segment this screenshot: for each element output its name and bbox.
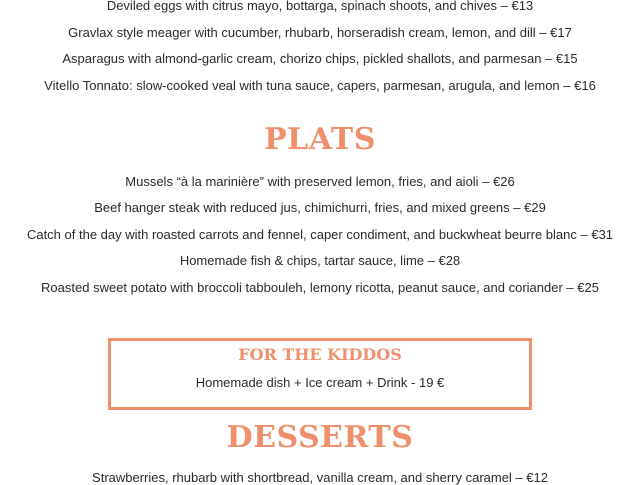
section-title-kiddos: FOR THE KIDDOS — [238, 345, 402, 364]
starter-item: Vitello Tonnato: slow-cooked veal with tuna sauce, capers, parmesan, arugula, and lemon – €16 — [44, 78, 596, 93]
kiddos-offer: Homemade dish + Ice cream + Drink - 19 € — [195, 375, 445, 390]
kiddos-box — [108, 338, 532, 410]
starter-item: Asparagus with almond-garlic cream, chorizo chips, pickled shallots, and parmesan – €15 — [62, 51, 578, 66]
starter-item: Deviled eggs with citrus mayo, bottarga, spinach shoots, and chives – €13 — [106, 0, 534, 13]
plat-item: Homemade fish & chips, tartar sauce, lime – €28 — [179, 253, 461, 268]
plat-item: Roasted sweet potato with broccoli tabbouleh, lemony ricotta, peanut sauce, and coriander – €25 — [41, 280, 599, 295]
section-title-desserts: DESSERTS — [226, 420, 414, 455]
plat-item: Catch of the day with roasted carrots and fennel, caper condiment, and buckwheat beurre blanc – €31 — [26, 227, 614, 242]
plat-item: Beef hanger steak with reduced jus, chimichurri, fries, and mixed greens – €29 — [94, 200, 546, 215]
plat-item: Mussels “à la marinière” with preserved lemon, fries, and aioli – €26 — [125, 174, 515, 189]
starter-item: Gravlax style meager with cucumber, rhubarb, horseradish cream, lemon, and dill – €17 — [68, 25, 572, 40]
section-title-plats: PLATS — [264, 122, 376, 157]
dessert-item: Strawberries, rhubarb with shortbread, vanilla cream, and sherry caramel – €12 — [92, 470, 548, 485]
